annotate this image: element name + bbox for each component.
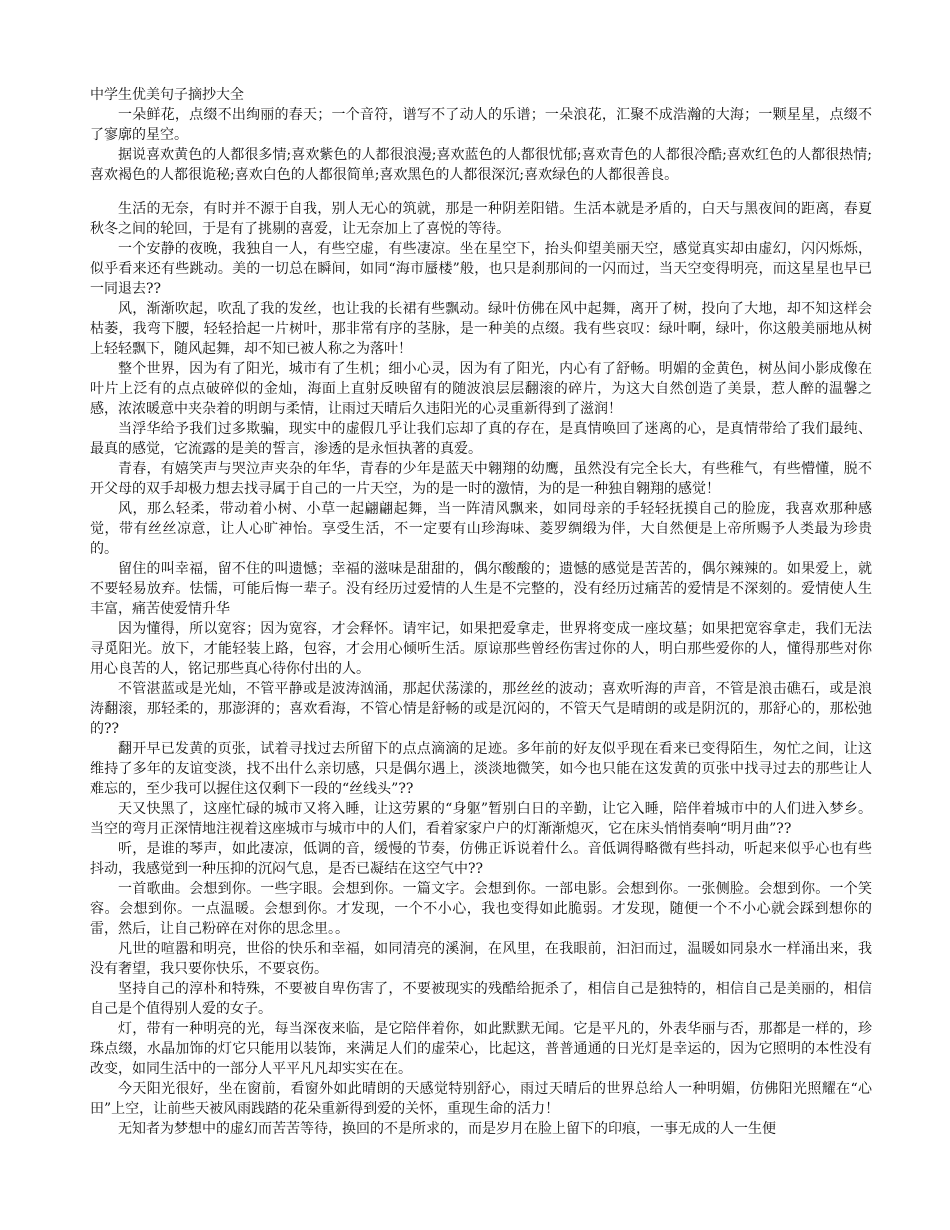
paragraph: 一个安静的夜晚，我独自一人，有些空虚，有些凄凉。坐在星空下，抬头仰望美丽天空，感觉真实却由虚幻，闪闪烁烁，似乎看来还有些跳动。美的一切总在瞬间，如同“海市蜃楼”般，也只是刹那间的一闪而过，当天空变得明亮，而这星星也早已一同退去?? xyxy=(90,241,872,297)
paragraph: 听，是谁的琴声，如此凄凉，低调的音，缓慢的节奏，仿佛正诉说着什么。音低调得略微有些抖动，听起来似乎心也有些抖动，我感觉到一种压抑的沉闷气息，是否已凝结在这空气中?? xyxy=(90,841,872,877)
paragraph: 留住的叫幸福，留不住的叫遗憾；幸福的滋味是甜甜的，偶尔酸酸的；遗憾的感觉是苦苦的，偶尔辣辣的。如果爱上，就不要轻易放弃。怯懦，可能后悔一辈子。没有经历过爱情的人生是不完整的，没有经历过痛苦的爱情是不深刻的。爱情使人生丰富，痛苦使爱情升华 xyxy=(90,561,872,617)
paragraph: 据说喜欢黄色的人都很多情;喜欢紫色的人都很浪漫;喜欢蓝色的人都很忧郁;喜欢青色的人都很冷酷;喜欢红色的人都很热情;喜欢褐色的人都很诡秘;喜欢白色的人都很简单;喜欢黑色的人都很深沉;喜欢绿色的人都很善良。 xyxy=(90,147,872,183)
paragraph: 不管湛蓝或是光灿，不管平静或是波涛汹涌，那起伏荡漾的，那丝丝的波动；喜欢听海的声音，不管是浪击礁石，或是浪涛翻滚，那轻柔的，那澎湃的；喜欢看海，不管心情是舒畅的或是沉闷的，不管天气是晴朗的或是阴沉的，那舒心的，那松弛的?? xyxy=(90,681,872,737)
paragraph: 灯，带有一种明亮的光，每当深夜来临，是它陪伴着你，如此默默无闻。它是平凡的，外表华丽与否，那都是一样的，珍珠点缀，水晶加饰的灯它只能用以装饰，来满足人们的虚荣心，比起这，普普通通的日光灯是幸运的，因为它照明的本性没有改变，如同生活中的一部分人平平凡凡却实实在在。 xyxy=(90,1021,872,1077)
paragraph: 坚持自己的淳朴和特殊，不要被自卑伤害了，不要被现实的残酷给扼杀了，相信自己是独特的，相信自己是美丽的，相信自己是个值得别人爱的女子。 xyxy=(90,981,872,1017)
paragraph: 一朵鲜花，点缀不出绚丽的春天；一个音符，谱写不了动人的乐谱；一朵浪花，汇聚不成浩瀚的大海；一颗星星，点缀不了寥廓的星空。 xyxy=(90,107,872,143)
paragraph: 青春，有嬉笑声与哭泣声夹杂的年华，青春的少年是蓝天中翱翔的幼鹰，虽然没有完全长大，有些稚气，有些懵懂，脱不开父母的双手却极力想去找寻属于自己的一片天空，为的是一时的激情，为的是一种独自翱翔的感觉！ xyxy=(90,461,872,497)
paragraph: 今天阳光很好，坐在窗前，看窗外如此晴朗的天感觉特别舒心，雨过天晴后的世界总给人一种明媚，仿佛阳光照耀在“心田”上空，让前些天被风雨践踏的花朵重新得到爱的关怀，重现生命的活力！ xyxy=(90,1081,872,1117)
paragraph: 因为懂得，所以宽容；因为宽容，才会释怀。请牢记，如果把爱拿走，世界将变成一座坟墓；如果把宽容拿走，我们无法寻觅阳光。放下，才能轻装上路，包容，才会用心倾听生活。原谅那些曾经伤害过你的人，明白那些爱你的人，懂得那些对你用心良苦的人，铭记那些真心待你付出的人。 xyxy=(90,621,872,677)
paragraph: 生活的无奈，有时并不源于自我，别人无心的筑就，那是一种阴差阳错。生活本就是矛盾的，白天与黑夜间的距离，春夏秋冬之间的轮回，于是有了挑剔的喜爱，让无奈加上了喜悦的等待。 xyxy=(90,201,872,237)
paragraph: 凡世的喧嚣和明亮，世俗的快乐和幸福，如同清亮的溪涧，在风里，在我眼前，汩汩而过，温暖如同泉水一样涌出来，我没有奢望，我只要你快乐，不要哀伤。 xyxy=(90,941,872,977)
paragraph: 翻开早已发黄的页张，试着寻找过去所留下的点点滴滴的足迹。多年前的好友似乎现在看来已变得陌生，匆忙之间，让这维持了多年的友谊变淡，找不出什么亲切感，只是偶尔遇上，淡淡地微笑，如今也只能在这发黄的页张中找寻过去的那些让人难忘的，至少我可以握住这仅剩下一段的“丝线头”?? xyxy=(90,741,872,797)
paragraph: 风，那么轻柔，带动着小树、小草一起翩翩起舞，当一阵清风飘来，如同母亲的手轻轻抚摸自己的脸庞，我喜欢那种感觉，带有丝丝凉意，让人心旷神怡。享受生活，不一定要有山珍海味、菱罗绸缎为伴，大自然便是上帝所赐予人类最为珍贵的。 xyxy=(90,501,872,557)
document-title: 中学生优美句子摘抄大全 xyxy=(90,87,244,103)
paragraph: 整个世界，因为有了阳光，城市有了生机；细小心灵，因为有了阳光，内心有了舒畅。明媚的金黄色，树丛间小影成像在叶片上泛有的点点破碎似的金灿，海面上直射反映留有的随波浪层层翻滚的碎片，为这大自然创造了美景，惹人醉的温馨之感，浓浓暖意中夹杂着的明朗与柔情，让雨过天晴后久违阳光的心灵重新得到了滋润！ xyxy=(90,361,872,417)
paragraph: 天又快黑了，这座忙碌的城市又将入睡，让这劳累的“身躯”暂别白日的辛勤，让它入睡，陪伴着城市中的人们进入梦乡。当空的弯月正深情地注视着这座城市与城市中的人们，看着家家户户的灯渐渐熄灭，它在床头悄悄奏响“明月曲”?? xyxy=(90,801,872,837)
document-page xyxy=(90,85,872,1139)
paragraph: 无知者为梦想中的虚幻而苦苦等待，换回的不是所求的，而是岁月在脸上留下的印痕，一事无成的人一生便 xyxy=(118,1121,776,1137)
paragraph: 当浮华给予我们过多欺骗，现实中的虚假几乎让我们忘却了真的存在，是真情唤回了迷离的心，是真情带给了我们最纯、最真的感觉，它流露的是美的誓言，渗透的是永恒执著的真爱。 xyxy=(90,421,872,457)
paragraph: 一首歌曲。会想到你。一些字眼。会想到你。一篇文字。会想到你。一部电影。会想到你。一张侧脸。会想到你。一个笑容。会想到你。一点温暖。会想到你。才发现，一个不小心，我也变得如此脆弱。才发现，随便一个不小心就会踩到想你的雷，然后，让自己粉碎在对你的思念里。。 xyxy=(90,881,872,937)
paragraph: 风，渐渐吹起，吹乱了我的发丝，也让我的长裙有些飘动。绿叶仿佛在风中起舞，离开了树，投向了大地，却不知这样会枯萎，我弯下腰，轻轻拾起一片树叶，那非常有序的茎脉，是一种美的点缀。我有些哀叹：绿叶啊，绿叶，你这般美丽地从树上轻轻飘下，随风起舞，却不知已被人称之为落叶！ xyxy=(90,301,872,357)
